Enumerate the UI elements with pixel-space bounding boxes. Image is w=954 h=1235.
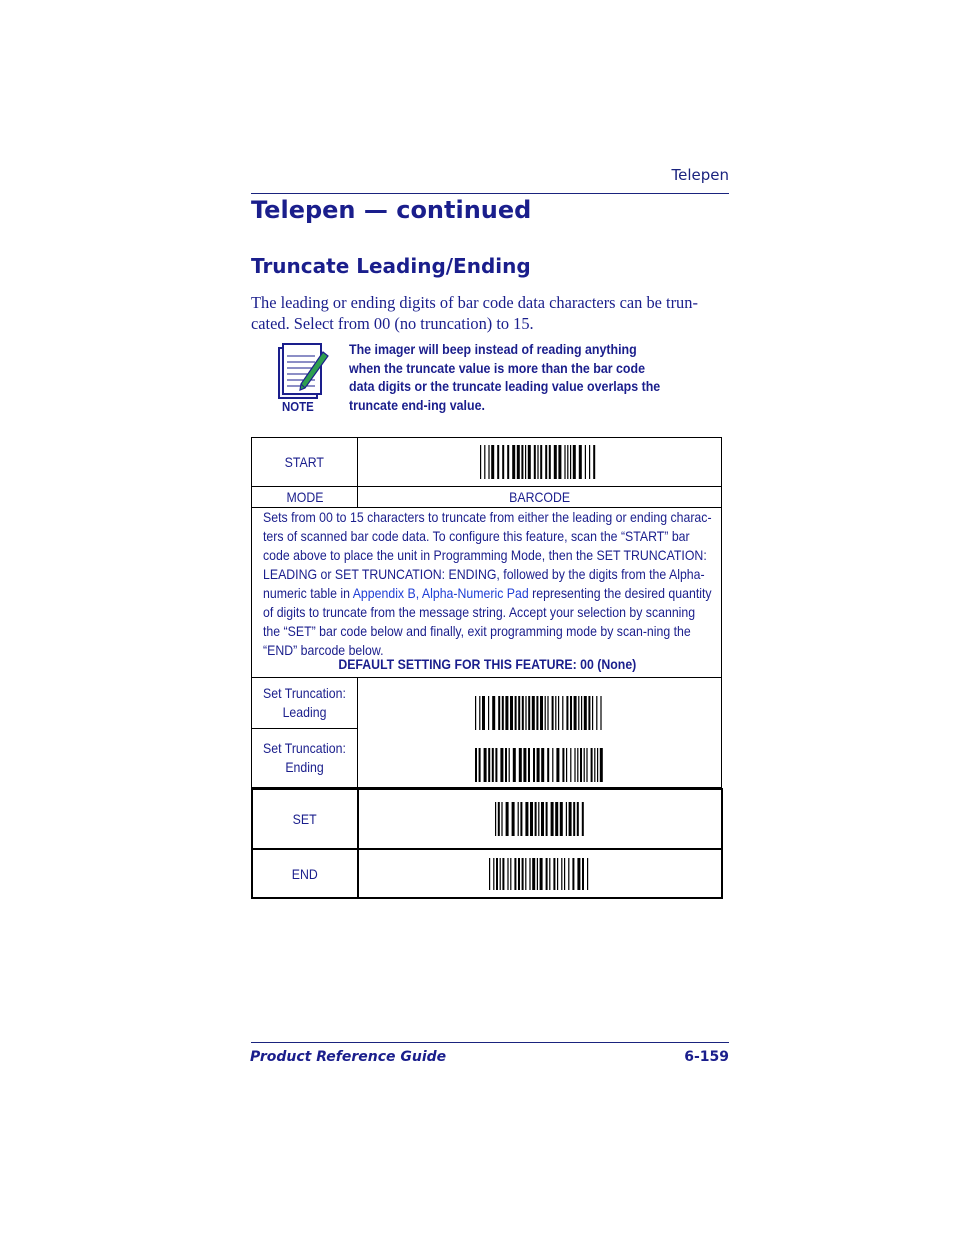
barcode-bar bbox=[596, 696, 597, 730]
barcode-bar bbox=[497, 445, 499, 479]
barcode-bar bbox=[591, 748, 593, 782]
barcode-bar bbox=[532, 696, 535, 730]
barcode-bar bbox=[540, 445, 542, 479]
start-barcode-cell bbox=[357, 437, 722, 487]
barcode-bar bbox=[541, 802, 544, 836]
barcode-bar bbox=[558, 696, 559, 730]
barcode-bar bbox=[537, 445, 538, 479]
barcode-bar bbox=[566, 802, 567, 836]
barcode-bar bbox=[588, 696, 590, 730]
barcode-bar bbox=[592, 696, 593, 730]
end-barcode-cell bbox=[357, 848, 723, 899]
barcode-bar bbox=[525, 445, 526, 479]
barcode-bar bbox=[570, 696, 572, 730]
start-label-cell bbox=[251, 437, 358, 487]
barcode-bar bbox=[562, 748, 564, 782]
barcode-bar bbox=[537, 748, 540, 782]
barcode-bar bbox=[545, 445, 547, 479]
barcode-bar bbox=[475, 696, 476, 730]
barcode-bar bbox=[521, 445, 523, 479]
barcode-bar bbox=[527, 445, 530, 479]
barcode-bar bbox=[514, 858, 516, 890]
barcode-bar bbox=[522, 858, 524, 890]
footer-guide-title: Product Reference Guide bbox=[250, 1049, 447, 1065]
page-title: Telepen — continued bbox=[251, 196, 532, 224]
barcode-bar bbox=[553, 445, 556, 479]
barcode-bar bbox=[538, 802, 539, 836]
description-cell bbox=[251, 507, 722, 678]
barcode-bar bbox=[587, 858, 588, 890]
running-head: Telepen bbox=[671, 166, 729, 184]
barcode-bar bbox=[533, 445, 535, 479]
barcode-bar bbox=[546, 858, 548, 890]
barcode-bar bbox=[482, 696, 485, 730]
barcode-bar bbox=[501, 802, 502, 836]
mode-header: MODE bbox=[286, 489, 323, 505]
barcode-bar bbox=[573, 802, 575, 836]
barcode-bar bbox=[581, 696, 582, 730]
end-label: END bbox=[291, 865, 319, 882]
ending-barcode[interactable] bbox=[475, 748, 607, 782]
barcode-bar bbox=[553, 858, 555, 890]
barcode-bar bbox=[566, 696, 568, 730]
barcode-bar bbox=[584, 696, 587, 730]
barcode-bar bbox=[548, 445, 550, 479]
appendix-link[interactable]: Appendix B, Alpha-Numeric Pad bbox=[352, 585, 529, 601]
barcode-bar bbox=[558, 445, 561, 479]
barcode-bar bbox=[593, 445, 595, 479]
barcode-bar bbox=[586, 748, 587, 782]
set-label-cell bbox=[251, 788, 359, 850]
end-label-cell bbox=[251, 848, 359, 899]
barcode-bar bbox=[475, 748, 477, 782]
barcode-bar bbox=[547, 748, 549, 782]
barcode-bar bbox=[577, 802, 579, 836]
barcode-bar bbox=[536, 696, 538, 730]
barcode-bar bbox=[568, 858, 569, 890]
barcode-bar bbox=[555, 696, 556, 730]
barcode-bar bbox=[500, 748, 503, 782]
barcode-bar bbox=[533, 748, 535, 782]
barcode-bar bbox=[505, 696, 508, 730]
default-setting: DEFAULT SETTING FOR THIS FEATURE: 00 (None) bbox=[338, 656, 637, 672]
barcode-bar bbox=[510, 858, 511, 890]
barcode-bar bbox=[519, 748, 522, 782]
mode-header-cell bbox=[251, 486, 358, 508]
barcode-bar bbox=[484, 445, 485, 479]
barcode-bar bbox=[496, 858, 498, 890]
barcode-bar bbox=[582, 802, 584, 836]
barcode-bar bbox=[567, 445, 568, 479]
barcode-bar bbox=[525, 696, 526, 730]
start-barcode[interactable] bbox=[480, 445, 600, 479]
barcode-bar bbox=[516, 445, 519, 479]
barcode-bar bbox=[488, 445, 489, 479]
barcode-bar bbox=[513, 748, 516, 782]
intro-paragraph: The leading or ending digits of bar code data characters can be trun-cated. Select from 00 (no truncation) to 15. bbox=[251, 293, 698, 333]
barcode-bar bbox=[512, 802, 515, 836]
barcode-bar bbox=[555, 802, 558, 836]
barcode-bar bbox=[525, 802, 528, 836]
barcode-bar bbox=[491, 445, 494, 479]
barcode-bar bbox=[484, 748, 487, 782]
barcode-bar bbox=[578, 696, 579, 730]
barcode-bar bbox=[498, 802, 500, 836]
start-label: START bbox=[284, 454, 325, 470]
barcode-bar bbox=[518, 696, 520, 730]
barcode-bar bbox=[530, 802, 533, 836]
barcode-bar bbox=[500, 858, 501, 890]
barcode-bar bbox=[597, 748, 598, 782]
barcode-bar bbox=[580, 748, 582, 782]
barcode-bar bbox=[507, 445, 509, 479]
note-text: The imager will beep instead of reading anything when the truncate value is more than the bar code data digits or the truncate leading value overlaps the truncate end-ing value. bbox=[349, 342, 661, 414]
barcode-bar bbox=[507, 858, 508, 890]
barcode-bar bbox=[594, 748, 595, 782]
set-label: SET bbox=[293, 811, 317, 827]
barcode-bar bbox=[540, 696, 543, 730]
top-rule bbox=[251, 193, 729, 194]
barcode-bar bbox=[528, 748, 530, 782]
barcode-bar bbox=[569, 802, 572, 836]
barcode-bar bbox=[560, 802, 563, 836]
barcode-bar bbox=[488, 696, 489, 730]
description-text: Sets from 00 to 15 characters to truncate from either the leading or ending charac-ters of scanned bar code data. To configure this feature, scan the “START” bar code above to place the unit in Programming Mode, then the SET TRUNCATION: LEADING or SET TRUNCATION: ENDING, followed by the digits from the Alpha-numeric table in Appendix B, Alpha-Numeric Pad representing the desired quantity of digits to truncate from the message string. Accept your selection by scanning the “SET” bar code below and finally, exit programming mode by scan-ning the “END” barcode below. bbox=[263, 509, 712, 658]
set-barcode-cell bbox=[357, 788, 723, 850]
barcode-bar bbox=[577, 858, 580, 890]
barcode-bar bbox=[541, 748, 544, 782]
barcode-bar bbox=[584, 445, 585, 479]
end-barcode[interactable] bbox=[489, 858, 591, 890]
barcode-bar bbox=[529, 858, 530, 890]
barcode-bar bbox=[556, 748, 559, 782]
barcode-bar bbox=[493, 858, 494, 890]
barcode-bar bbox=[561, 858, 562, 890]
barcode-bar bbox=[495, 748, 497, 782]
barcode-bar bbox=[512, 445, 515, 479]
barcode-bar bbox=[551, 802, 554, 836]
barcode-bar bbox=[520, 802, 522, 836]
barcode-bar bbox=[506, 802, 509, 836]
barcode-bar bbox=[589, 445, 590, 479]
barcode-bar bbox=[518, 802, 519, 836]
barcode-bar bbox=[562, 696, 563, 730]
barcode-header: BARCODE bbox=[509, 489, 570, 505]
footer-page-number: 6-159 bbox=[684, 1049, 729, 1065]
barcode-bar bbox=[570, 445, 571, 479]
barcode-bar bbox=[489, 858, 490, 890]
barcode-bar bbox=[525, 858, 526, 890]
barcode-bar bbox=[582, 858, 584, 890]
ending-label-cell bbox=[251, 728, 358, 788]
barcode-bar bbox=[549, 858, 550, 890]
barcode-bar bbox=[564, 858, 565, 890]
section-title: Truncate Leading/Ending bbox=[251, 254, 531, 278]
leading-label: Set Truncation: Leading bbox=[263, 685, 346, 720]
bottom-rule bbox=[251, 1042, 729, 1043]
barcode-bar bbox=[537, 858, 538, 890]
barcode-bar bbox=[545, 696, 546, 730]
set-barcode[interactable] bbox=[495, 802, 585, 836]
barcode-header-cell bbox=[357, 486, 722, 508]
barcode-bar bbox=[479, 748, 481, 782]
barcode-bar bbox=[566, 748, 567, 782]
barcode-bar bbox=[540, 858, 543, 890]
barcode-bar bbox=[600, 696, 601, 730]
barcode-bar bbox=[572, 858, 574, 890]
barcode-bar bbox=[584, 748, 585, 782]
barcode-bar bbox=[532, 858, 535, 890]
leading-label-cell bbox=[251, 677, 358, 729]
barcode-bar bbox=[570, 748, 571, 782]
barcode-bar bbox=[552, 696, 554, 730]
barcode-bar bbox=[495, 802, 496, 836]
barcode-bar bbox=[492, 696, 495, 730]
barcode-bar bbox=[480, 445, 481, 479]
barcode-bar bbox=[492, 748, 494, 782]
barcode-bar bbox=[502, 445, 504, 479]
barcode-bar bbox=[557, 858, 558, 890]
barcode-bar bbox=[564, 445, 565, 479]
barcode-bar bbox=[510, 696, 513, 730]
barcode-bar bbox=[522, 696, 524, 730]
barcode-bar bbox=[518, 858, 520, 890]
barcode-bar bbox=[577, 748, 578, 782]
barcode-bar bbox=[502, 858, 504, 890]
barcode-bar bbox=[523, 748, 526, 782]
note-label: NOTE bbox=[282, 399, 314, 414]
barcode-bar bbox=[572, 445, 575, 479]
barcode-bar bbox=[515, 696, 517, 730]
barcode-bar bbox=[574, 696, 577, 730]
barcode-bar bbox=[578, 445, 581, 479]
barcode-bar bbox=[535, 802, 537, 836]
barcode-bar bbox=[600, 748, 603, 782]
barcode-bar bbox=[488, 748, 490, 782]
barcode-bar bbox=[546, 802, 548, 836]
barcode-bar bbox=[479, 696, 480, 730]
ending-label: Set Truncation: Ending bbox=[263, 740, 346, 775]
barcode-bar bbox=[528, 696, 530, 730]
truncation-barcodes-cell bbox=[357, 677, 722, 788]
barcode-bar bbox=[552, 748, 553, 782]
barcode-bar bbox=[547, 696, 548, 730]
barcode-bar bbox=[502, 696, 504, 730]
barcode-bar bbox=[574, 748, 575, 782]
barcode-bar bbox=[498, 696, 500, 730]
barcode-bar bbox=[509, 748, 510, 782]
barcode-bar bbox=[505, 748, 507, 782]
leading-barcode[interactable] bbox=[475, 696, 607, 730]
